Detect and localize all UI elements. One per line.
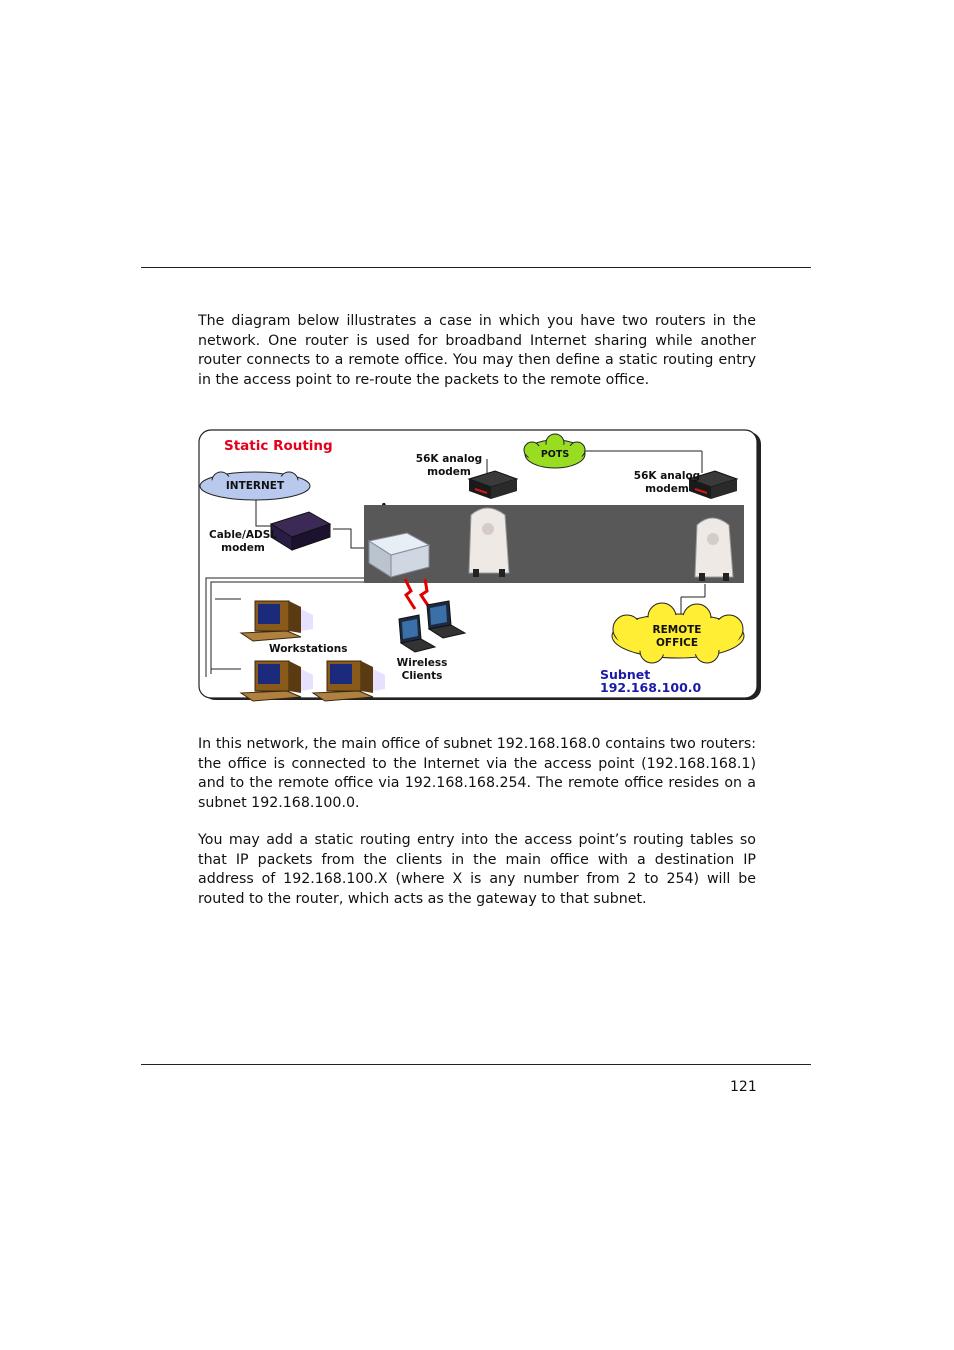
modem-right-label: 56K analog modem bbox=[633, 470, 701, 495]
bottom-rule bbox=[141, 1064, 811, 1065]
router-left-icon bbox=[469, 508, 509, 577]
intro-paragraph: The diagram below illustrates a case in which you have two routers in the network. One router is used for broadband Internet sharing while another router connects to a remote office. You may then define a static routing entry in the access point to re-route the packets to the remote office. bbox=[198, 313, 756, 388]
modem-left-label: 56K analog modem bbox=[415, 453, 483, 478]
body-paragraph-1: In this network, the main office of subnet 192.168.168.0 contains two routers: the office is connected to the Internet via the access point (192.168.168.1) and to the remote office via 192.168.168.254. The remote office resides on a subnet 192.168.100.0. bbox=[198, 736, 756, 811]
router-right-icon bbox=[695, 518, 733, 581]
remote-office-label: REMOTE OFFICE bbox=[652, 624, 702, 649]
static-routing-diagram bbox=[197, 429, 763, 702]
workstations-label: Workstations bbox=[269, 643, 348, 655]
pots-label: POTS bbox=[540, 449, 570, 460]
internet-label: INTERNET bbox=[225, 480, 285, 492]
top-rule bbox=[141, 267, 811, 268]
body-paragraph-2: You may add a static routing entry into the access point’s routing tables so that IP packets from the clients in the main office with a destination IP address of 192.168.100.X (where X is any number from 2 to 254) will be routed to the router, which acts as the gateway to that subnet. bbox=[198, 832, 756, 907]
subnet-label: Subnet 192.168.100.0 bbox=[600, 667, 702, 695]
diagram-title: Static Routing bbox=[224, 438, 333, 454]
cable-modem-label: Cable/ADSL modem bbox=[209, 529, 277, 554]
wireless-clients-label: Wireless Clients bbox=[396, 657, 448, 682]
page-number: 121 bbox=[730, 1079, 757, 1095]
